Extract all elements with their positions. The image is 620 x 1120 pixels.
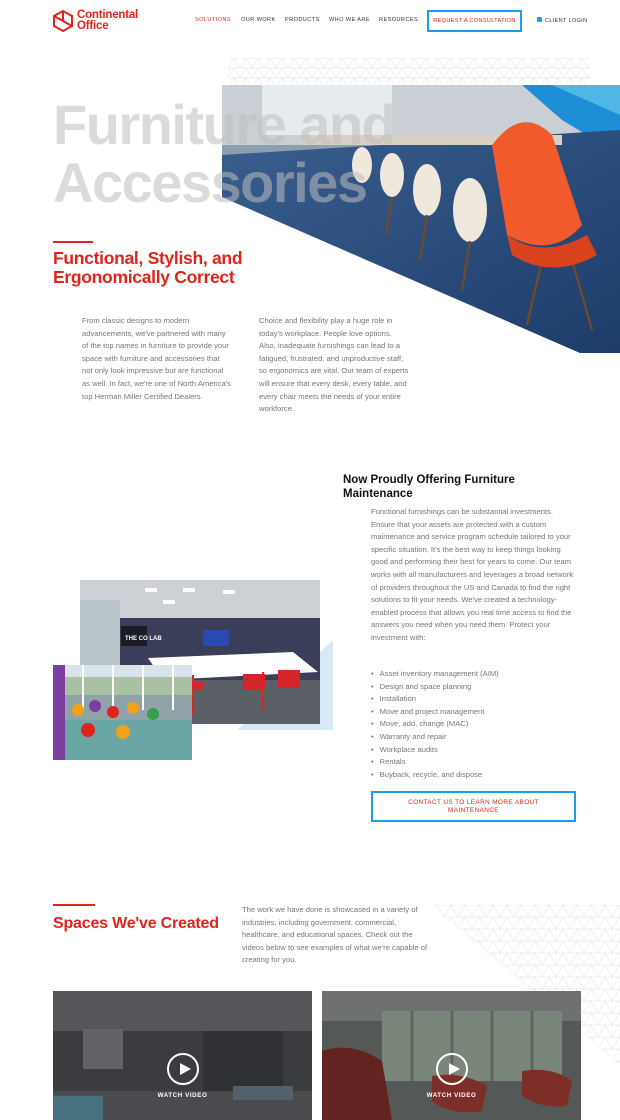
subhead-rule <box>53 241 93 243</box>
list-item: • Warranty and repair <box>371 731 499 744</box>
maintenance-title: Now Proudly Offering Furniture Maintenance <box>343 474 515 500</box>
client-login-link[interactable] <box>537 17 587 24</box>
nav-who-we-are[interactable]: WHO WE ARE <box>329 17 370 23</box>
list-item: • Installation <box>371 693 499 706</box>
video-card[interactable] <box>53 991 312 1120</box>
intro-paragraph-left: From classic designs to modern advancements, we've partnered with many of the top names in furniture to provide your space with furniture and accessories that not only look impressive but are functional as well. In fact, we're one of North America's top Herman Miller Certified Dealers. <box>82 316 231 401</box>
list-item: • Asset inventory management (AIM) <box>371 668 499 681</box>
brand-name: Continental Office <box>77 9 139 32</box>
list-item: • Design and space planning <box>371 681 499 694</box>
triangle-pattern <box>228 58 590 84</box>
site-header <box>0 0 620 44</box>
play-icon[interactable] <box>436 1053 468 1085</box>
list-item: • Buyback, recycle, and dispose <box>371 769 499 782</box>
maintenance-service-list <box>371 668 499 781</box>
play-icon[interactable] <box>167 1053 199 1085</box>
list-item: • Workplace audits <box>371 744 499 757</box>
nav-resources[interactable]: RESOURCES <box>379 17 419 23</box>
contact-maintenance-button[interactable]: CONTACT US TO LEARN MORE ABOUT MAINTENANCE <box>371 791 576 822</box>
spaces-title: Spaces We've Created <box>53 915 219 932</box>
lock-icon <box>537 17 542 22</box>
maintenance-body: Functional furnishings can be substantial investments. Ensure that your assets are protected with a custom maintenance and service program schedule tailored to your specific situation. It's the best way to keep things looking good and performing their best for years to come. Our team works with all manufacturers and leverages a broad network of providers throughout the US and Canada to find the right solutions to fit your needs. We've created a technology-enabled process that allows you real time access to find the answers you need when you need them. Protect your investment with: <box>371 507 574 642</box>
hero-title: Furniture and Accessories <box>53 93 395 214</box>
screen-label: THE CO LAB <box>125 636 162 642</box>
hexagon-logo-icon <box>53 10 73 32</box>
video-card[interactable] <box>322 991 581 1120</box>
list-item: • Rentals <box>371 756 499 769</box>
office-photo-collage <box>53 580 333 760</box>
request-consultation-button[interactable]: REQUEST A CONSULTATION <box>427 10 522 32</box>
classroom-photo <box>53 665 192 760</box>
brand-logo[interactable] <box>53 10 153 34</box>
list-item: • Move and project management <box>371 706 499 719</box>
list-item: • Move, add, change (MAC) <box>371 718 499 731</box>
intro-paragraph-right: Choice and flexibility play a huge role in today's workplace. People love options. Also, inadequate furnishings can lead to a fatigued, frustrated, and unproductive staff, so ergonomics are vital. Our team of experts will ensure that every desk, every table, and every chair meets the needs of your entire workforce. <box>259 316 409 414</box>
section-subhead: Functional, Stylish, and Ergonomically Correct <box>53 248 243 287</box>
nav-our-work[interactable]: OUR WORK <box>241 17 276 23</box>
nav-products[interactable]: PRODUCTS <box>285 17 320 23</box>
client-login-label: CLIENT LOGIN <box>545 18 588 24</box>
watch-video-label: WATCH VIDEO <box>157 1092 208 1099</box>
spaces-rule <box>53 904 95 906</box>
watch-video-label: WATCH VIDEO <box>426 1092 477 1099</box>
spaces-body: The work we have done is showcased in a variety of industries, including government, commercial, healthcare, and educational spaces. Check out the videos below to see examples of what we're capable of creating for you. <box>242 905 428 965</box>
nav-solutions[interactable]: SOLUTIONS <box>195 17 231 23</box>
